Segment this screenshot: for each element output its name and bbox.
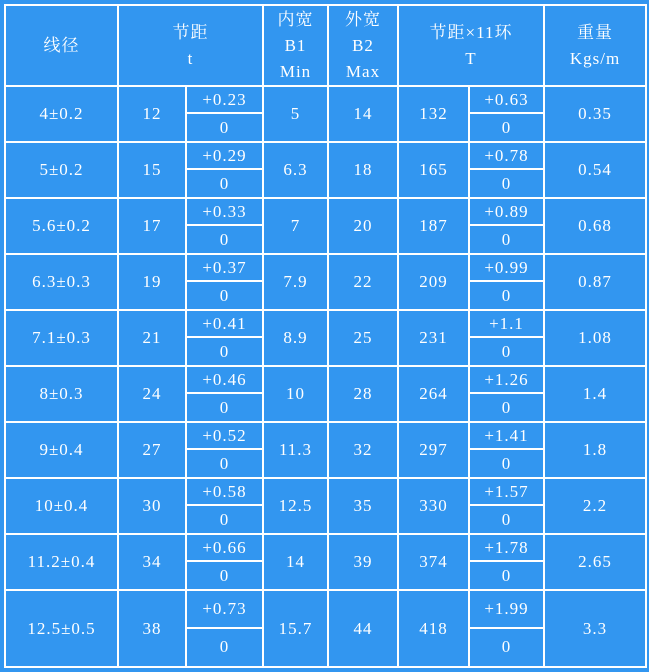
table-row <box>5 86 646 142</box>
cell-wire-diameter: 8±0.3 <box>5 366 118 422</box>
cell-pitch-tolerance <box>186 310 263 366</box>
header-pitch11-title: 节距×11环 <box>429 22 513 42</box>
pitch-tolerance-stack <box>187 479 262 533</box>
cell-pitch11-value: 264 <box>398 366 469 422</box>
cell-wire-diameter: 9±0.4 <box>5 422 118 478</box>
cell-pitch11-value: 132 <box>398 86 469 142</box>
cell-outer-width-b2: 44 <box>328 590 398 667</box>
cell-pitch11-tolerance <box>469 310 544 366</box>
cell-pitch11-value: 187 <box>398 198 469 254</box>
cell-pitch11-tolerance <box>469 478 544 534</box>
header-pitch <box>118 5 263 86</box>
pitch-tolerance-upper: +0.46 <box>187 367 262 394</box>
cell-wire-diameter: 7.1±0.3 <box>5 310 118 366</box>
cell-pitch-value: 15 <box>118 142 186 198</box>
cell-pitch-value: 38 <box>118 590 186 667</box>
cell-weight: 2.2 <box>544 478 646 534</box>
pitch11-tolerance-lower: 0 <box>501 565 512 585</box>
pitch-tolerance-upper: +0.29 <box>187 143 262 170</box>
cell-pitch-value: 17 <box>118 198 186 254</box>
cell-outer-width-b2: 18 <box>328 142 398 198</box>
cell-pitch11-tolerance <box>469 590 544 667</box>
cell-pitch11-value: 330 <box>398 478 469 534</box>
cell-pitch11-value: 209 <box>398 254 469 310</box>
cell-weight: 0.87 <box>544 254 646 310</box>
pitch11-tolerance-stack <box>470 199 543 253</box>
header-weight-unit: Kgs/m <box>569 48 621 68</box>
header-row <box>5 5 646 86</box>
cell-pitch11-value: 231 <box>398 310 469 366</box>
table-row <box>5 366 646 422</box>
cell-pitch11-tolerance <box>469 142 544 198</box>
cell-pitch11-tolerance <box>469 86 544 142</box>
pitch-tolerance-stack <box>187 591 262 666</box>
header-inner-width-title: 内宽 <box>277 9 314 29</box>
cell-pitch-tolerance <box>186 198 263 254</box>
header-outer-width <box>328 5 398 86</box>
cell-pitch-tolerance <box>186 590 263 667</box>
pitch11-tolerance-lower: 0 <box>501 637 512 657</box>
header-pitch11-symbol: T <box>465 48 477 68</box>
pitch-tolerance-lower: 0 <box>219 637 230 657</box>
table-row <box>5 422 646 478</box>
cell-weight: 0.54 <box>544 142 646 198</box>
cell-outer-width-b2: 32 <box>328 422 398 478</box>
cell-pitch-tolerance <box>186 422 263 478</box>
pitch-tolerance-lower: 0 <box>219 285 230 305</box>
pitch11-tolerance-lower: 0 <box>501 509 512 529</box>
pitch-tolerance-stack <box>187 255 262 309</box>
pitch11-tolerance-lower: 0 <box>501 117 512 137</box>
pitch11-tolerance-lower: 0 <box>501 229 512 249</box>
cell-pitch-value: 27 <box>118 422 186 478</box>
cell-wire-diameter: 5.6±0.2 <box>5 198 118 254</box>
pitch11-tolerance-stack <box>470 311 543 365</box>
pitch11-tolerance-stack <box>470 479 543 533</box>
pitch-tolerance-lower: 0 <box>219 509 230 529</box>
pitch11-tolerance-stack <box>470 591 543 666</box>
pitch-tolerance-lower: 0 <box>219 341 230 361</box>
cell-inner-width-b1: 5 <box>263 86 328 142</box>
cell-weight: 1.8 <box>544 422 646 478</box>
pitch11-tolerance-upper: +1.99 <box>470 591 543 629</box>
pitch-tolerance-stack <box>187 311 262 365</box>
pitch11-tolerance-stack <box>470 143 543 197</box>
pitch-tolerance-lower: 0 <box>219 453 230 473</box>
spec-table <box>4 4 647 668</box>
table-row <box>5 590 646 667</box>
cell-wire-diameter: 5±0.2 <box>5 142 118 198</box>
cell-pitch11-tolerance <box>469 254 544 310</box>
cell-outer-width-b2: 20 <box>328 198 398 254</box>
cell-wire-diameter: 12.5±0.5 <box>5 590 118 667</box>
cell-inner-width-b1: 6.3 <box>263 142 328 198</box>
pitch11-tolerance-stack <box>470 367 543 421</box>
table-row <box>5 310 646 366</box>
header-wire-diameter-label: 线径 <box>43 35 80 55</box>
header-weight <box>544 5 646 86</box>
pitch11-tolerance-upper: +1.57 <box>470 479 543 506</box>
table-row <box>5 198 646 254</box>
pitch11-tolerance-stack <box>470 255 543 309</box>
pitch11-tolerance-stack <box>470 87 543 141</box>
cell-weight: 0.68 <box>544 198 646 254</box>
pitch-tolerance-upper: +0.52 <box>187 423 262 450</box>
cell-weight: 3.3 <box>544 590 646 667</box>
pitch-tolerance-lower: 0 <box>219 229 230 249</box>
cell-inner-width-b1: 11.3 <box>263 422 328 478</box>
header-outer-width-code: B2 <box>352 35 374 55</box>
pitch11-tolerance-upper: +1.1 <box>470 311 543 338</box>
cell-pitch11-value: 165 <box>398 142 469 198</box>
pitch-tolerance-lower: 0 <box>219 565 230 585</box>
pitch11-tolerance-upper: +1.78 <box>470 535 543 562</box>
pitch11-tolerance-lower: 0 <box>501 285 512 305</box>
cell-pitch-value: 21 <box>118 310 186 366</box>
pitch11-tolerance-upper: +0.78 <box>470 143 543 170</box>
cell-weight: 1.4 <box>544 366 646 422</box>
cell-wire-diameter: 11.2±0.4 <box>5 534 118 590</box>
pitch11-tolerance-upper: +1.41 <box>470 423 543 450</box>
table-row <box>5 478 646 534</box>
pitch11-tolerance-upper: +0.63 <box>470 87 543 114</box>
pitch-tolerance-upper: +0.73 <box>187 591 262 629</box>
cell-outer-width-b2: 25 <box>328 310 398 366</box>
header-inner-width-code: B1 <box>284 35 307 55</box>
cell-wire-diameter: 10±0.4 <box>5 478 118 534</box>
pitch-tolerance-upper: +0.58 <box>187 479 262 506</box>
cell-wire-diameter: 4±0.2 <box>5 86 118 142</box>
cell-pitch11-tolerance <box>469 198 544 254</box>
pitch-tolerance-upper: +0.23 <box>187 87 262 114</box>
cell-weight: 0.35 <box>544 86 646 142</box>
cell-inner-width-b1: 10 <box>263 366 328 422</box>
table-row <box>5 254 646 310</box>
cell-weight: 1.08 <box>544 310 646 366</box>
header-weight-title: 重量 <box>577 22 613 42</box>
cell-inner-width-b1: 15.7 <box>263 590 328 667</box>
cell-pitch-tolerance <box>186 86 263 142</box>
cell-outer-width-b2: 14 <box>328 86 398 142</box>
pitch11-tolerance-stack <box>470 423 543 477</box>
cell-pitch-value: 19 <box>118 254 186 310</box>
pitch-tolerance-stack <box>187 535 262 589</box>
pitch-tolerance-lower: 0 <box>219 397 230 417</box>
cell-pitch-tolerance <box>186 478 263 534</box>
cell-outer-width-b2: 22 <box>328 254 398 310</box>
pitch-tolerance-stack <box>187 87 262 141</box>
pitch-tolerance-upper: +0.37 <box>187 255 262 282</box>
cell-pitch11-tolerance <box>469 422 544 478</box>
cell-pitch11-value: 297 <box>398 422 469 478</box>
cell-outer-width-b2: 35 <box>328 478 398 534</box>
cell-pitch11-tolerance <box>469 366 544 422</box>
cell-pitch-tolerance <box>186 142 263 198</box>
cell-pitch-value: 30 <box>118 478 186 534</box>
cell-pitch-value: 12 <box>118 86 186 142</box>
cell-pitch-value: 34 <box>118 534 186 590</box>
header-pitch-title: 节距 <box>172 22 209 42</box>
pitch11-tolerance-upper: +1.26 <box>470 367 543 394</box>
cell-weight: 2.65 <box>544 534 646 590</box>
cell-wire-diameter: 6.3±0.3 <box>5 254 118 310</box>
pitch11-tolerance-upper: +0.89 <box>470 199 543 226</box>
header-pitch-symbol: t <box>187 48 194 68</box>
cell-pitch-tolerance <box>186 534 263 590</box>
table-row <box>5 142 646 198</box>
pitch-tolerance-stack <box>187 143 262 197</box>
pitch11-tolerance-lower: 0 <box>501 397 512 417</box>
pitch-tolerance-upper: +0.33 <box>187 199 262 226</box>
cell-pitch11-value: 418 <box>398 590 469 667</box>
pitch-tolerance-upper: +0.66 <box>187 535 262 562</box>
pitch11-tolerance-upper: +0.99 <box>470 255 543 282</box>
cell-inner-width-b1: 7 <box>263 198 328 254</box>
cell-inner-width-b1: 14 <box>263 534 328 590</box>
header-outer-width-title: 外宽 <box>345 9 381 29</box>
pitch-tolerance-lower: 0 <box>219 173 230 193</box>
cell-inner-width-b1: 12.5 <box>263 478 328 534</box>
pitch11-tolerance-lower: 0 <box>501 341 512 361</box>
pitch-tolerance-stack <box>187 199 262 253</box>
cell-inner-width-b1: 8.9 <box>263 310 328 366</box>
cell-inner-width-b1: 7.9 <box>263 254 328 310</box>
pitch11-tolerance-lower: 0 <box>501 173 512 193</box>
header-inner-width-limit: Min <box>279 61 312 81</box>
header-pitch11 <box>398 5 544 86</box>
pitch11-tolerance-lower: 0 <box>501 453 512 473</box>
cell-pitch-tolerance <box>186 254 263 310</box>
cell-pitch11-value: 374 <box>398 534 469 590</box>
pitch-tolerance-stack <box>187 423 262 477</box>
header-outer-width-limit: Max <box>345 61 381 81</box>
pitch11-tolerance-stack <box>470 535 543 589</box>
cell-outer-width-b2: 39 <box>328 534 398 590</box>
pitch-tolerance-lower: 0 <box>219 117 230 137</box>
cell-pitch-value: 24 <box>118 366 186 422</box>
cell-pitch-tolerance <box>186 366 263 422</box>
header-wire-diameter <box>5 5 118 86</box>
header-inner-width <box>263 5 328 86</box>
pitch-tolerance-upper: +0.41 <box>187 311 262 338</box>
cell-pitch11-tolerance <box>469 534 544 590</box>
table-row <box>5 534 646 590</box>
pitch-tolerance-stack <box>187 367 262 421</box>
cell-outer-width-b2: 28 <box>328 366 398 422</box>
